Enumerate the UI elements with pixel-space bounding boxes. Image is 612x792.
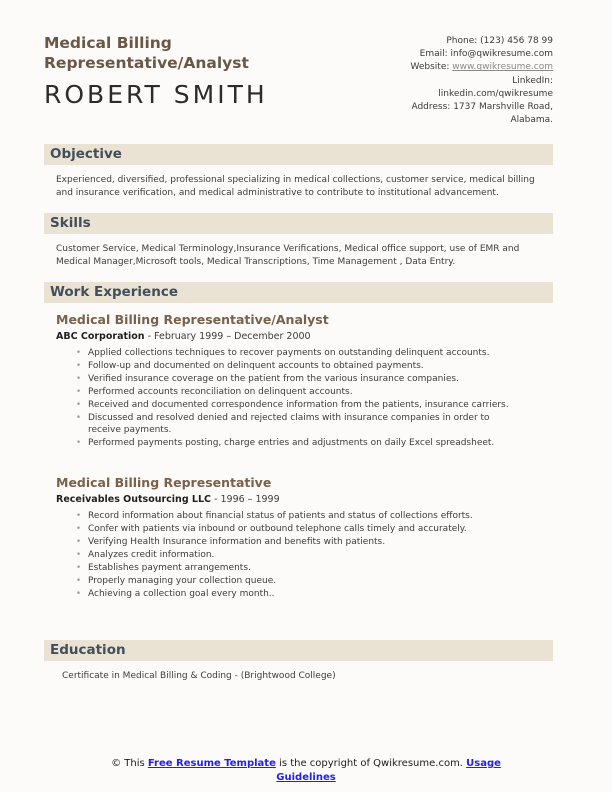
resume-job-title: Medical Billing Representative/Analyst [44,34,249,73]
contact-info [383,33,553,127]
job-dates: - 1996 – 1999 [211,494,280,506]
candidate-name: ROBERT SMITH [44,80,268,110]
resume-header [44,33,553,127]
job-bullet: • Received and documented correspondence information from the patients, insurance carriers. [88,399,525,411]
job-bullet: • Establishes payment arrangements. [88,562,525,574]
job-bullet-list [44,347,553,449]
contact-phone: Phone: (123) 456 78 99 [446,36,553,46]
objective-text: Experienced, diversified, professional specializing in medical collections, customer service, medical billing and insurance verification, and medical administrative to contribute to institutional advancement. [56,175,535,198]
job-bullet: • Discussed and resolved denied and rejected claims with insurance companies in order to receive payments. [88,412,525,437]
job-company-line [44,331,553,342]
contact-linkedin-label: LinkedIn: [512,75,553,86]
website-label: Website: [410,62,453,73]
job-bullet: • Verified insurance coverage on the patient from the various insurance companies. [88,373,525,385]
job-bullet: • Performed accounts reconciliation on delinquent accounts. [88,386,525,398]
job-title: Medical Billing Representative [56,475,272,491]
contact-email: Email: info@qwikresume.com [419,49,553,60]
page-footer [86,757,526,785]
job-dates: - February 1999 – December 2000 [144,331,311,343]
job-entry [44,475,553,600]
job-bullet: • Properly managing your collection queue. [88,575,525,587]
section-heading-work-experience: Work Experience [44,282,553,303]
footer-copyright-prefix: © This [111,758,148,769]
job-bullet: • Performed payments posting, charge entries and adjustments on daily Excel spreadsheet. [88,437,525,449]
website-link[interactable]: www.qwikresume.com [452,62,553,73]
job-entry [44,312,553,449]
free-resume-template-link[interactable]: Free Resume Template [147,758,276,769]
job-bullet: • Follow-up and documented on delinquent accounts to obtained payments. [88,360,525,372]
job-bullet: • Analyzes credit information. [88,549,525,561]
job-bullet-list [44,510,553,600]
job-bullet: • Record information about financial status of patients and status of collections efforts. [88,510,525,522]
job-company-line [44,494,553,505]
footer-copyright-middle: is the copyright of Qwikresume.com. [275,758,467,769]
section-heading-education: Education [44,640,553,661]
contact-website [383,61,553,74]
job-bullet: • Verifying Health Insurance information and benefits with patients. [88,536,525,548]
section-heading-skills: Skills [44,213,553,234]
section-heading-objective: Objective [44,144,553,165]
contact-address: Address: 1737 Marshville Road, Alabama. [411,102,553,126]
skills-text: Customer Service, Medical Terminology,Insurance Verifications, Medical office support, use of EMR and Medical Manager,Microsoft tools, Medical Transcriptions, Time Management , Data Entry. [56,244,520,267]
job-company: ABC Corporation [56,331,145,343]
job-bullet: • Applied collections techniques to recover payments on outstanding delinquent accounts. [88,347,525,359]
job-bullet: • Achieving a collection goal every month.. [88,588,525,600]
contact-linkedin-value: linkedin.com/qwikresume [438,88,553,99]
job-company: Receivables Outsourcing LLC [56,494,212,506]
education-text: Certificate in Medical Billing & Coding - (Brightwood College) [62,671,336,682]
header-left [44,33,282,127]
job-title: Medical Billing Representative/Analyst [56,312,329,328]
job-bullet: • Confer with patients via inbound or outbound telephone calls timely and accurately. [88,523,525,535]
usage-guidelines-link[interactable]: Usage Guidelines [276,758,501,783]
